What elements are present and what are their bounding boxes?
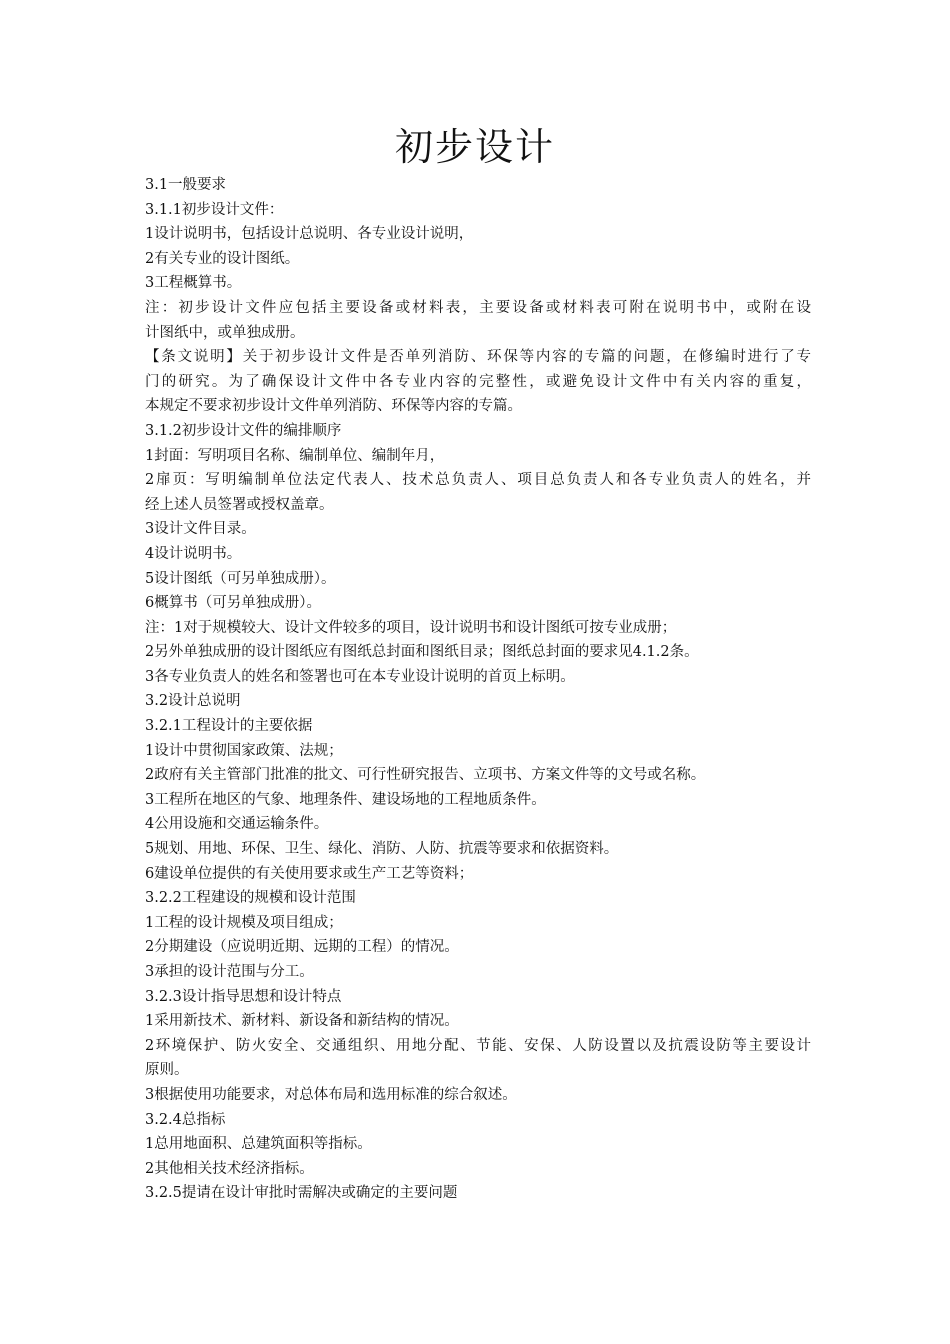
text-line: 1封面：写明项目名称、编制单位、编制年月， <box>145 447 445 464</box>
text-line: 2政府有关主管部门批准的批文、可行性研究报告、立项书、方案文件等的文号或名称。 <box>145 767 706 784</box>
text-line: 3.1.1初步设计文件： <box>145 201 284 218</box>
text-line: 4设计说明书。 <box>145 545 242 562</box>
text-line: 6建设单位提供的有关使用要求或生产工艺等资料； <box>145 865 474 882</box>
text-line: 3承担的设计范围与分工。 <box>145 964 314 980</box>
text-line: 注：初步设计文件应包括主要设备或材料表，主要设备或材料表可附在说明书中，或附在设 <box>145 299 811 316</box>
text-line: 3.1一般要求 <box>145 177 227 193</box>
text-line: 2环境保护、防火安全、交通组织、用地分配、节能、安保、人防设置以及抗震设防等主要设计 <box>145 1037 811 1054</box>
page-title: 初步设计 <box>394 125 555 169</box>
text-line: 门的研究。为了确保设计文件中各专业内容的完整性，或避免设计文件中有关内容的重复， <box>145 373 811 390</box>
text-line: 3工程所在地区的气象、地理条件、建设场地的工程地质条件。 <box>145 791 546 808</box>
text-line: 3工程概算书。 <box>145 275 242 292</box>
document-body <box>145 173 811 1206</box>
text-line: 1总用地面积、总建筑面积等指标。 <box>145 1136 372 1153</box>
text-line: 5设计图纸（可另单独成册）。 <box>145 570 336 587</box>
text-line: 1工程的设计规模及项目组成； <box>145 914 343 931</box>
text-line: 【条文说明】关于初步设计文件是否单列消防、环保等内容的专篇的问题，在修编时进行了专 <box>145 349 811 366</box>
text-line: 3.2.1工程设计的主要依据 <box>145 718 313 735</box>
text-line: 1设计说明书，包括设计总说明、各专业设计说明， <box>145 226 474 243</box>
text-line: 3.2设计总说明 <box>145 693 241 710</box>
text-line: 3各专业负责人的姓名和签署也可在本专业设计说明的首页上标明。 <box>145 668 575 685</box>
text-line: 3设计文件目录。 <box>145 521 256 538</box>
text-line: 2有关专业的设计图纸。 <box>145 250 300 267</box>
text-line: 本规定不要求初步设计文件单列消防、环保等内容的专篇。 <box>145 398 522 415</box>
text-line: 注：1对于规模较大、设计文件较多的项目，设计说明书和设计图纸可按专业成册； <box>145 619 677 636</box>
text-line: 3.1.2初步设计文件的编排顺序 <box>145 422 342 439</box>
text-line: 3.2.2工程建设的规模和设计范围 <box>145 890 356 907</box>
text-line: 原则。 <box>145 1062 189 1079</box>
text-line: 2其他相关技术经济指标。 <box>145 1160 314 1177</box>
text-line: 2分期建设（应说明近期、远期的工程）的情况。 <box>145 939 459 956</box>
text-line: 2扉页：写明编制单位法定代表人、技术总负责人、项目总负责人和各专业负责人的姓名，并 <box>145 472 811 489</box>
text-line: 1设计中贯彻国家政策、法规； <box>145 742 343 759</box>
text-line: 3.2.4总指标 <box>145 1111 226 1128</box>
text-line: 经上述人员签署或授权盖章。 <box>145 496 334 513</box>
text-line: 2另外单独成册的设计图纸应有图纸总封面和图纸目录；图纸总封面的要求见4.1.2条。 <box>145 644 699 661</box>
text-line: 1采用新技术、新材料、新设备和新结构的情况。 <box>145 1013 459 1030</box>
text-line: 4公用设施和交通运输条件。 <box>145 816 329 833</box>
text-line: 3.2.3设计指导思想和设计特点 <box>145 988 342 1005</box>
text-line: 计图纸中，或单独成册。 <box>145 324 305 341</box>
text-line: 3根据使用功能要求，对总体布局和选用标准的综合叙述。 <box>145 1086 517 1103</box>
text-line: 6概算书（可另单独成册）。 <box>145 595 321 612</box>
text-line: 3.2.5提请在设计审批时需解决或确定的主要问题 <box>145 1185 458 1202</box>
text-line: 5规划、用地、环保、卫生、绿化、消防、人防、抗震等要求和依据资料。 <box>145 841 619 858</box>
